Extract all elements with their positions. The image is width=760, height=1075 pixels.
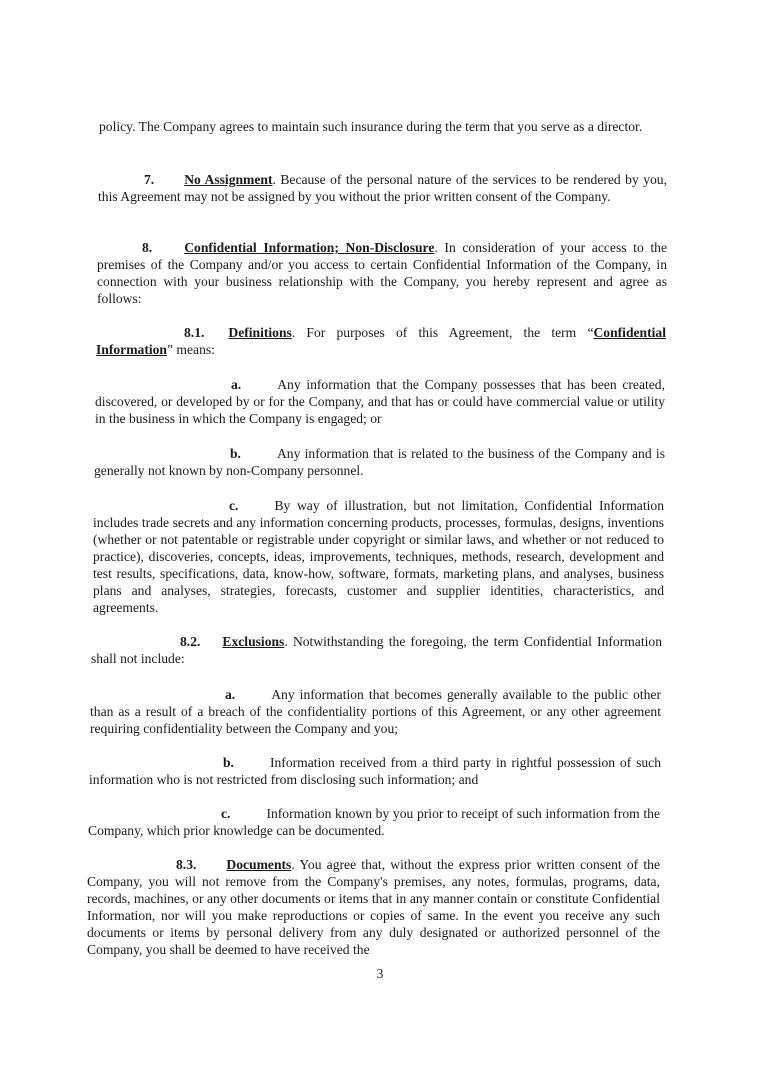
section-text: . Because of the personal nature of the services to be rendered by you, this Agreement may not be assigned by you without the prior written consent of the Company. — [98, 172, 667, 204]
item-8-1-c — [93, 497, 664, 616]
section-text: . In consideration of your access to the premises of the Company and/or you access to certain Confidential Information of the Company, in connection with your business relationship with the Company, you hereby represent and agree as follows: — [97, 240, 667, 306]
section-8 — [97, 239, 667, 307]
section-7 — [98, 171, 667, 205]
section-title: Documents — [226, 857, 292, 872]
section-number: 8.3. — [176, 857, 197, 872]
section-number: 8. — [142, 240, 153, 255]
page-number: 3 — [376, 966, 384, 981]
item-letter: c. — [229, 498, 239, 513]
section-text: . For purposes of this Agreement, the term “ — [291, 325, 594, 340]
item-text: Any information that is related to the business of the Company and is generally not known by non-Company personnel. — [94, 446, 665, 478]
item-letter: a. — [231, 377, 242, 392]
item-8-2-b — [89, 754, 661, 788]
item-8-1-a — [95, 376, 665, 427]
section-number: 8.2. — [180, 634, 201, 649]
item-8-2-c — [88, 805, 660, 839]
section-title: Definitions — [228, 325, 292, 340]
item-letter: b. — [230, 446, 241, 461]
item-letter: c. — [221, 806, 231, 821]
item-text: By way of illustration, but not limitation, Confidential Information includes trade secrets and any information concerning products, processes, formulas, designs, inventions (whether or not patentable or registrable under copyright or similar laws, and whether or not reduced to practice), discoveries, concepts, ideas, improvements, techniques, methods, research, development and test results, specifications, data, know-how, software, formats, marketing plans, and analyses, business plans and analyses, strategies, forecasts, customer and supplier identities, characteristics, and agreements. — [93, 498, 664, 615]
section-text-end: ” means: — [167, 342, 215, 357]
item-letter: b. — [223, 755, 234, 770]
defined-term: Confidential Information — [96, 325, 666, 357]
item-8-2-a — [90, 686, 661, 737]
section-text: . Notwithstanding the foregoing, the term Confidential Information shall not include: — [91, 634, 662, 666]
item-letter: a. — [225, 687, 236, 702]
section-title: Confidential Information; Non-Disclosure — [184, 240, 435, 255]
section-number: 7. — [144, 172, 155, 187]
item-text: Information known by you prior to receipt of such information from the Company, which prior knowledge can be documented. — [88, 806, 660, 838]
section-8-2 — [91, 633, 662, 667]
paragraph-carryover — [99, 118, 668, 135]
item-8-1-b — [94, 445, 665, 479]
section-8-3 — [87, 856, 660, 958]
paragraph-text: policy. The Company agrees to maintain such insurance during the term that you serve as a director. — [99, 119, 643, 134]
section-number: 8.1. — [184, 325, 205, 340]
item-text: Any information that the Company possesses that has been created, discovered, or developed by or for the Company, and that has or could have commercial value or utility in the business in which the Company is engaged; or — [95, 377, 665, 426]
item-text: Any information that becomes generally available to the public other than as a result of a breach of the confidentiality portions of this Agreement, or any other agreement requiring confidentiality between the Company and you; — [90, 687, 661, 736]
item-text: Information received from a third party in rightful possession of such information who is not restricted from disclosing such information; and — [89, 755, 661, 787]
section-title: Exclusions — [222, 634, 285, 649]
section-text: . You agree that, without the express prior written consent of the Company, you will not remove from the Company's premises, any notes, formulas, programs, data, records, machines, or any other documents or items that in any manner contain or constitute Confidential Information, nor will you make reproductions or copies of same. In the event you receive any such documents or items by personal delivery from any duly designated or authorized personnel of the Company, you shall be deemed to have received the — [87, 857, 660, 957]
section-title: No Assignment — [184, 172, 273, 187]
section-8-1 — [96, 324, 666, 358]
